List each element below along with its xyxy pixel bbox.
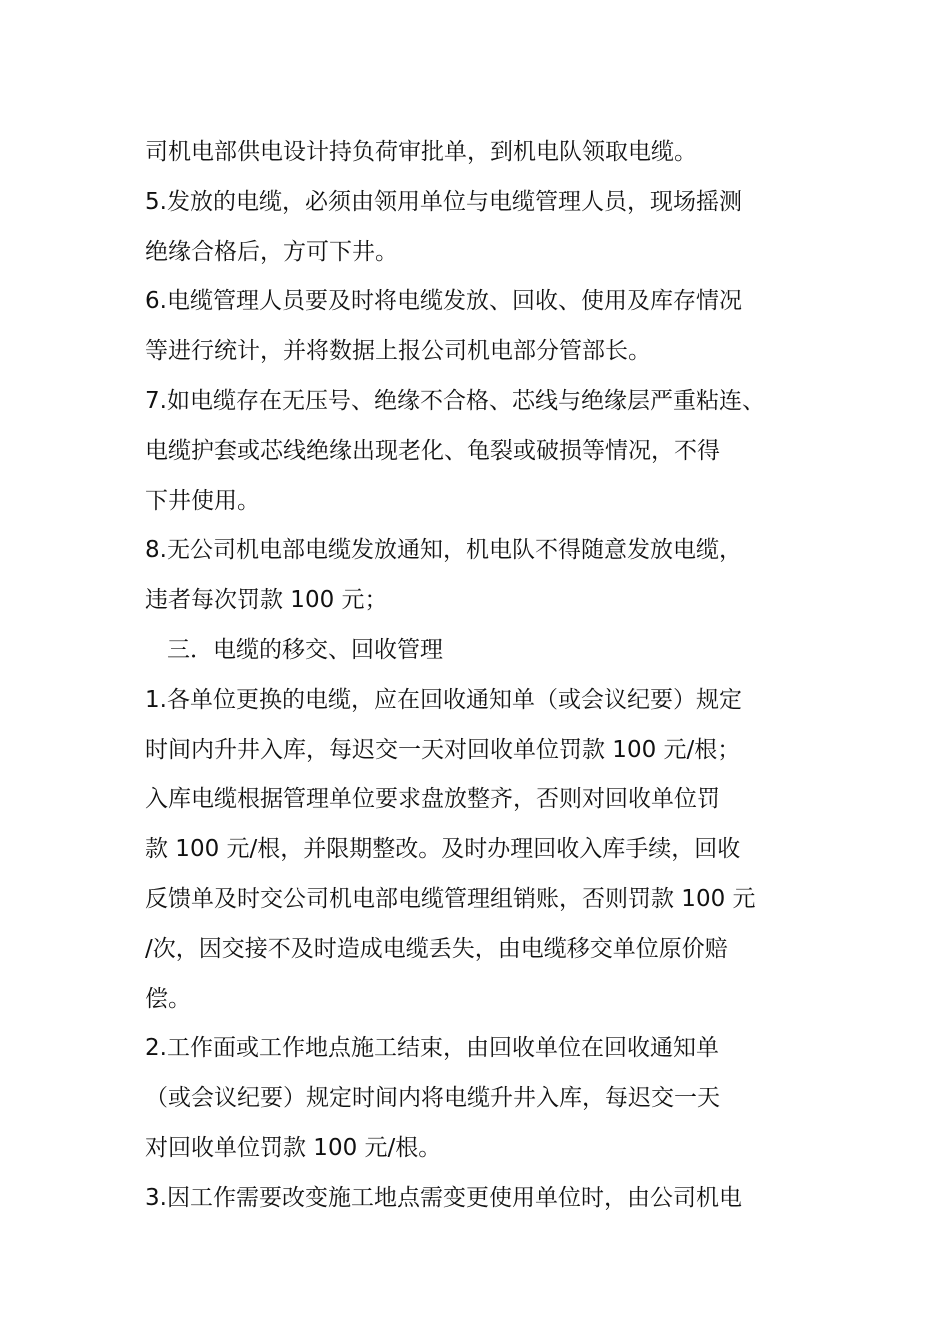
text-line: 对回收单位罚款 100 元/根。 [145, 1134, 442, 1161]
text-line: 司机电部供电设计持负荷审批单，到机电队领取电缆。 [145, 139, 697, 165]
list-item-6: 6.电缆管理人员要及时将电缆发放、回收、使用及库存情况 [145, 288, 742, 315]
list-item-8: 8.无公司机电部电缆发放通知，机电队不得随意发放电缆， [145, 537, 742, 564]
list-item-3: 3.因工作需要改变施工地点需变更使用单位时，由公司机电 [145, 1184, 742, 1211]
text-line: /次，因交接不及时造成电缆丢失，由电缆移交单位原价赔 [145, 935, 728, 962]
text-line: 款 100 元/根，并限期整改。及时办理回收入库手续，回收 [145, 836, 741, 863]
text-line: 反馈单及时交公司机电部电缆管理组销账，否则罚款 100 元 [145, 885, 756, 912]
text-line: 入库电缆根据管理单位要求盘放整齐，否则对回收单位罚 [145, 786, 720, 813]
text-line: 下井使用。 [145, 487, 260, 514]
text-line: 时间内升井入库，每迟交一天对回收单位罚款 100 元/根； [145, 736, 741, 763]
text-line: 等进行统计，并将数据上报公司机电部分管部长。 [145, 338, 651, 365]
text-line: 电缆护套或芯线绝缘出现老化、龟裂或破损等情况，不得 [145, 437, 720, 464]
section-heading: 三．电缆的移交、回收管理 [167, 636, 443, 663]
document-body [145, 128, 815, 1224]
list-item-5: 5.发放的电缆，必须由领用单位与电缆管理人员，现场摇测 [145, 188, 742, 215]
text-line: （或会议纪要）规定时间内将电缆升井入库，每迟交一天 [145, 1085, 720, 1112]
list-item-2: 2.工作面或工作地点施工结束，由回收单位在回收通知单 [145, 1035, 719, 1062]
text-line: 绝缘合格后，方可下井。 [145, 238, 398, 265]
list-item-1: 1.各单位更换的电缆，应在回收通知单（或会议纪要）规定 [145, 686, 742, 713]
text-line: 偿。 [145, 985, 191, 1012]
text-line: 违者每次罚款 100 元； [145, 587, 388, 614]
list-item-7: 7.如电缆存在无压号、绝缘不合格、芯线与绝缘层严重粘连、 [145, 387, 765, 414]
